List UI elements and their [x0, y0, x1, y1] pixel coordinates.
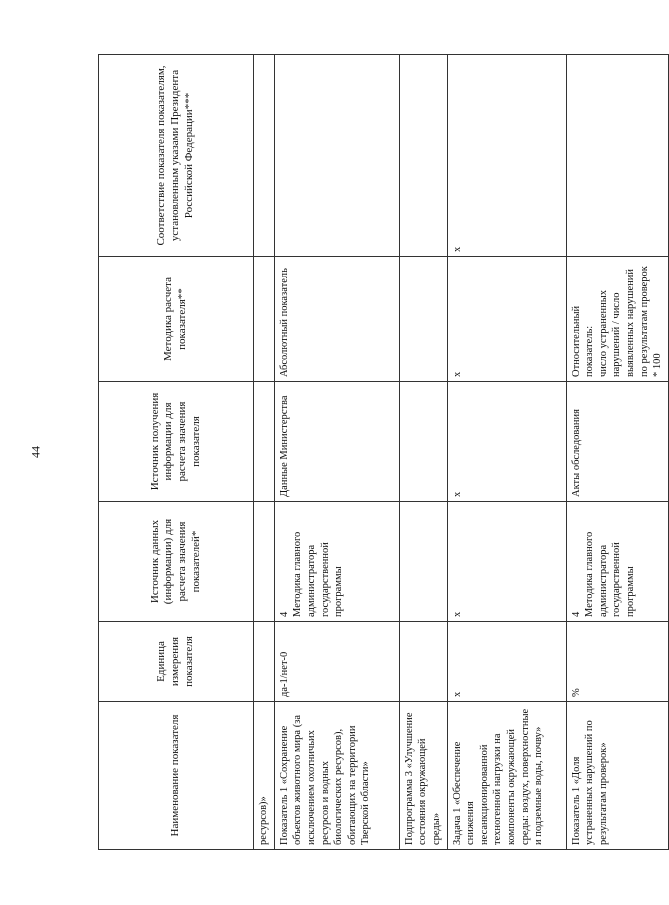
cell-data-source: [254, 502, 275, 622]
cell-decrees: [566, 55, 668, 257]
header-unit: Единица измерения показателя: [99, 622, 254, 702]
cell-decrees: [399, 55, 447, 257]
header-info-source: Источник получения информации для расчета значения показателя: [99, 382, 254, 502]
cell-info-source: [399, 382, 447, 502]
cell-data-source: [399, 502, 447, 622]
cell-unit: [399, 622, 447, 702]
header-indicator-name: Наименование показателя: [99, 702, 254, 850]
cell-data-source: 4 Методика главного администратора государственной программы: [274, 502, 399, 622]
header-data-source: Источник данных (информации) для расчета значения показателей*: [99, 502, 254, 622]
cell-method: [254, 257, 275, 382]
cell-method: x: [447, 257, 566, 382]
cell-method: [399, 257, 447, 382]
cell-indicator-name: Задача 1 «Обеспечение снижения несанкционированной техногенной нагрузки на компоненты окружающей среды: воздух, поверхностные и подземные воды, почву»: [447, 702, 566, 850]
cell-info-source: Данные Министерства: [274, 382, 399, 502]
header-method: Методика расчета показателя**: [99, 257, 254, 382]
cell-info-source: x: [447, 382, 566, 502]
cell-decrees: x: [447, 55, 566, 257]
cell-indicator-name: Показатель 1 «Сохранение объектов животного мира (за исключением охотничьих ресурсов и водных биологических ресурсов), обитающих на территории Тверской области»: [274, 702, 399, 850]
cell-indicator-name: ресурсов)»: [254, 702, 275, 850]
cell-data-source: 4 Методика главного администратора государственной программы: [566, 502, 668, 622]
cell-data-source: x: [447, 502, 566, 622]
table-header-row: [99, 55, 254, 850]
cell-method: Абсолютный показатель: [274, 257, 399, 382]
cell-indicator-name: Подпрограмма 3 «Улучшение состояния окружающей среды»: [399, 702, 447, 850]
cell-indicator-name: Показатель 1 «Доля устраненных нарушений по результатам проверок»: [566, 702, 668, 850]
header-presidential-decrees: Соответствие показателя показателям, установленным указами Президента Российской Федерации***: [99, 55, 254, 257]
cell-method: Относительный показатель: число устраненных нарушений / число выявленных нарушений по результатам проверок * 100: [566, 257, 668, 382]
cell-unit: x: [447, 622, 566, 702]
table-row: [274, 55, 399, 850]
cell-unit: да-1/нет-0: [274, 622, 399, 702]
cell-unit: %: [566, 622, 668, 702]
table-row: [447, 55, 566, 850]
table-row: [399, 55, 447, 850]
cell-decrees: [254, 55, 275, 257]
cell-info-source: Акты обследования: [566, 382, 668, 502]
cell-info-source: [254, 382, 275, 502]
page-number: 44: [28, 446, 43, 458]
table-row: [254, 55, 275, 850]
indicators-table: [98, 54, 669, 850]
rotated-table-container: [98, 55, 664, 850]
cell-unit: [254, 622, 275, 702]
table-row: [566, 55, 668, 850]
cell-decrees: [274, 55, 399, 257]
